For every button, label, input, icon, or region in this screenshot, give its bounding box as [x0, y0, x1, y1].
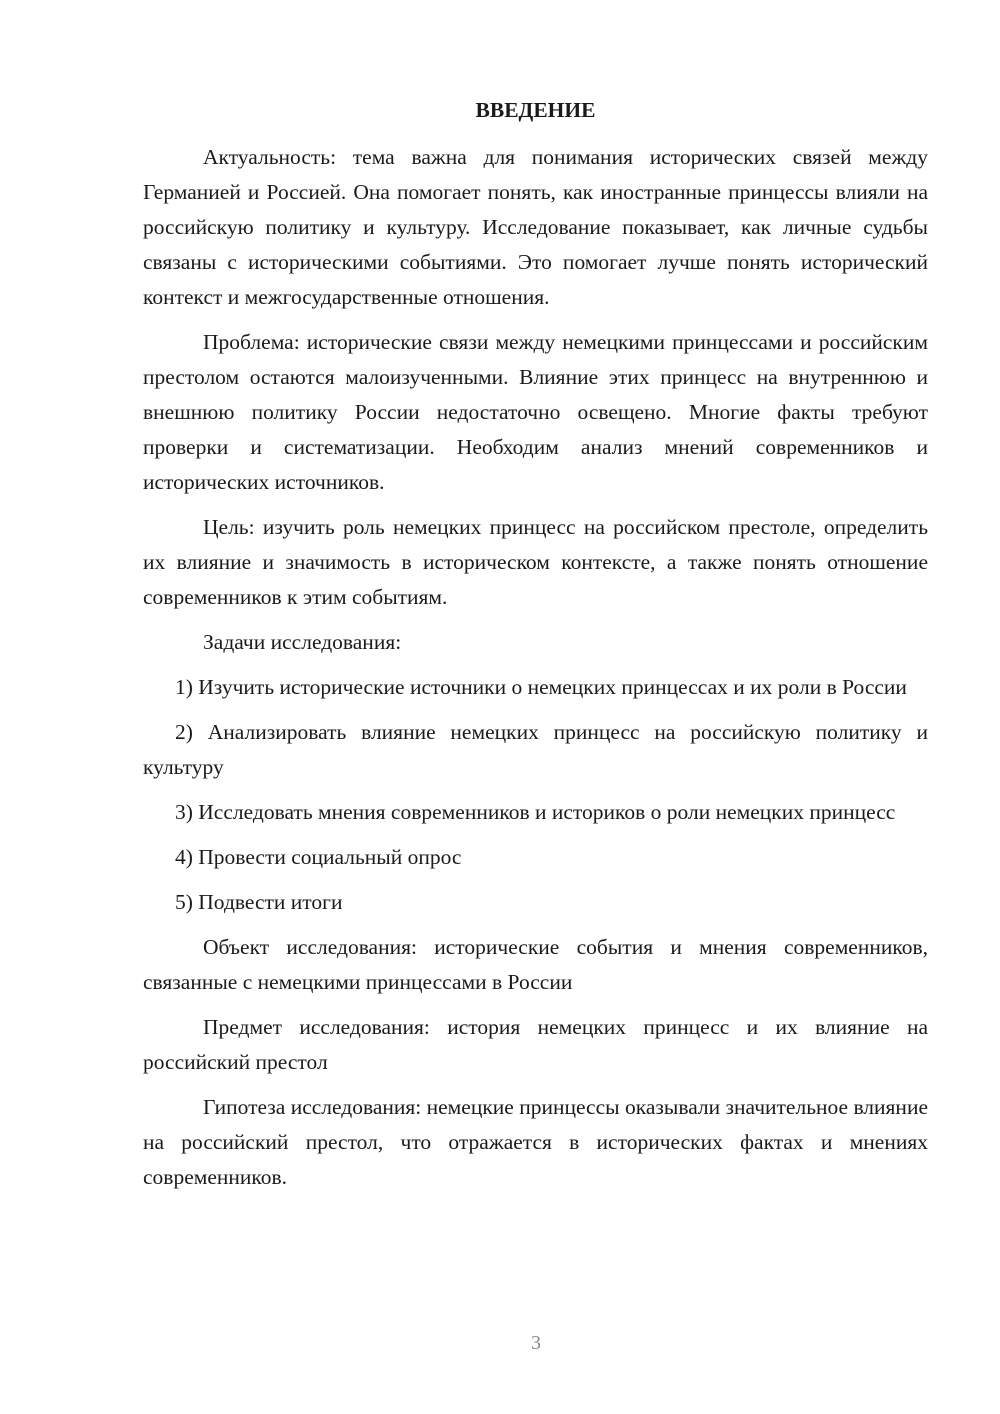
tasks-list	[143, 670, 928, 920]
paragraph-hypothesis: Гипотеза исследования: немецкие принцессы оказывали значительное влияние на российский престол, что отражается в исторических фактах и мнениях современников.	[143, 1095, 928, 1189]
section-title: ВВЕДЕНИЕ	[475, 98, 596, 122]
paragraph-relevance: Актуальность: тема важна для понимания исторических связей между Германией и Россией. Она помогает понять, как иностранные принцессы влияли на российскую политику и культуру. Исследование показывает, как личные судьбы связаны с историческими событиями. Это помогает лучше понять исторический контекст и межгосударственные отношения.	[143, 145, 928, 309]
list-item: 3) Исследовать мнения современников и историков о роли немецких принцесс	[175, 800, 896, 824]
list-item: 5) Подвести итоги	[175, 890, 343, 914]
list-item: 2) Анализировать влияние немецких принцесс на российскую политику и культуру	[143, 720, 928, 779]
document-page	[143, 93, 928, 1205]
paragraph-subject: Предмет исследования: история немецких принцесс и их влияние на российский престол	[143, 1015, 928, 1074]
paragraph-goal: Цель: изучить роль немецких принцесс на российском престоле, определить их влияние и значимость в историческом контексте, а также понять отношение современников к этим событиям.	[143, 515, 928, 609]
list-item: 4) Провести социальный опрос	[175, 845, 462, 869]
list-item: 1) Изучить исторические источники о немецких принцессах и их роли в России	[175, 675, 907, 699]
paragraph-tasks-heading: Задачи исследования:	[203, 630, 402, 654]
page-number: 3	[531, 1332, 541, 1354]
paragraph-object: Объект исследования: исторические события и мнения современников, связанные с немецкими принцессами в России	[143, 935, 928, 994]
paragraph-problem: Проблема: исторические связи между немецкими принцессами и российским престолом остаются малоизученными. Влияние этих принцесс на внутреннюю и внешнюю политику России недостаточно освещено. Многие факты требуют проверки и систематизации. Необходим анализ мнений современников и исторических источников.	[143, 330, 928, 494]
